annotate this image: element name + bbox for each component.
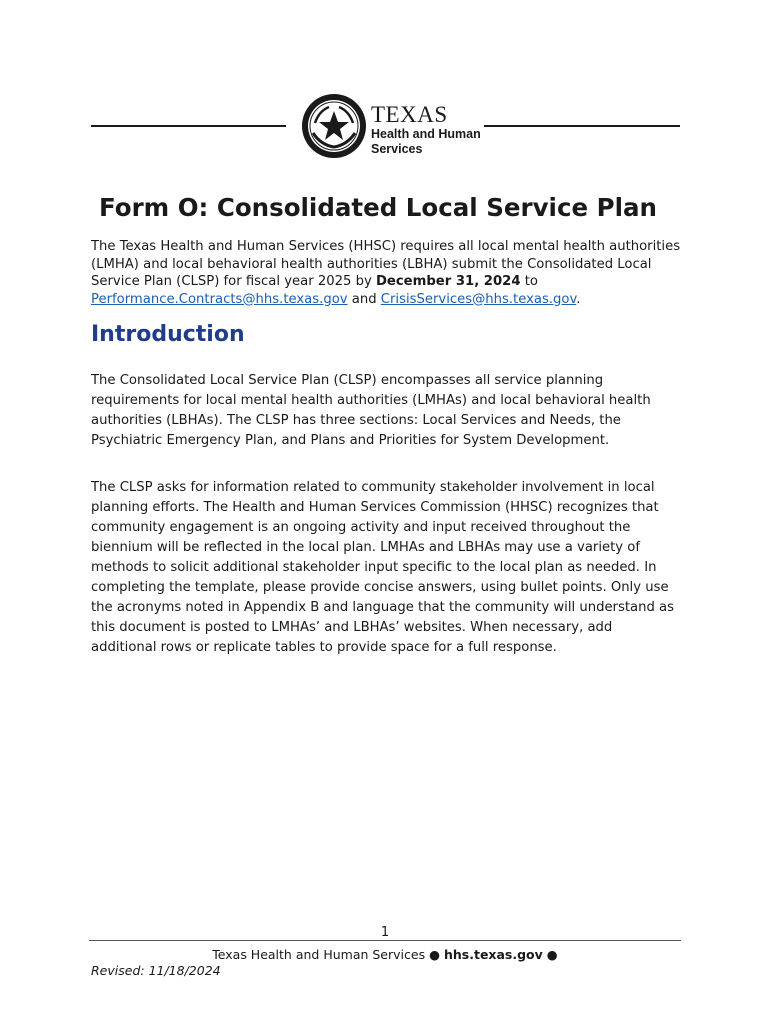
footer-site: hhs.texas.gov: [443, 947, 543, 962]
intro-text-3: and: [347, 291, 381, 307]
intro-paragraph: [91, 238, 681, 308]
deadline-date: December 31, 2024: [375, 274, 521, 289]
revised-date: Revised: 11/18/2024: [91, 963, 221, 978]
footer-bullet-2: ●: [546, 947, 558, 962]
footer-bullet-1: ●: [429, 947, 440, 962]
logo-state-name: TEXAS: [371, 102, 448, 127]
texas-seal-icon: [301, 93, 367, 159]
body-paragraph-2: The CLSP asks for information related to community stakeholder involvement in local planning efforts. The Health and Human Services Commission (HHSC) recognizes that community engagement is an ongoing activity and input received throughout the biennium will be reflected in the local plan. LMHAs and LBHAs may use a variety of methods to solicit additional stakeholder input specific to the local plan as needed. In completing the template, please provide concise answers, using bullet points. Only use the acronyms noted in Appendix B and language that the community will understand as this document is posted to LMHAs’ and LBHAs’ websites. When necessary, add additional rows or replicate tables to provide space for a full response.: [91, 480, 674, 655]
intro-text-2: to: [520, 274, 538, 289]
intro-text-4: .: [576, 291, 581, 307]
header-rule-left: [91, 125, 286, 127]
footer-rule: [89, 940, 681, 941]
section-heading-introduction: Introduction: [91, 322, 245, 347]
header-rule-right: [484, 125, 680, 127]
body-paragraph-1: The Consolidated Local Service Plan (CLSP) encompasses all service planning requirements for local mental health authorities (LMHAs) and local behavioral health authorities (LBHAs). The CLSP has three sections: Local Services and Needs, the Psychiatric Emergency Plan, and Plans and Priorities for System Development.: [91, 373, 651, 448]
logo-agency-line1: Health and Human: [371, 127, 481, 141]
footer-agency: Texas Health and Human Services: [212, 947, 426, 962]
logo-agency-line2: Services: [371, 141, 423, 156]
hhs-logo: [301, 93, 481, 163]
performance-contracts-email-link[interactable]: Performance.Contracts@hhs.texas.gov: [91, 291, 348, 307]
footer-line: [0, 947, 770, 962]
page-title: Form O: Consolidated Local Service Plan: [99, 193, 657, 222]
crisis-services-email-link[interactable]: CrisisServices@hhs.texas.gov: [380, 291, 577, 307]
intro-text-1: The Texas Health and Human Services (HHSC) requires all local mental health authorities (LMHA) and local behavioral health authorities (LBHA) submit the Consolidated Local Service Plan (CLSP) for fiscal year 2025 by: [91, 239, 681, 289]
page-number: 1: [380, 925, 390, 940]
